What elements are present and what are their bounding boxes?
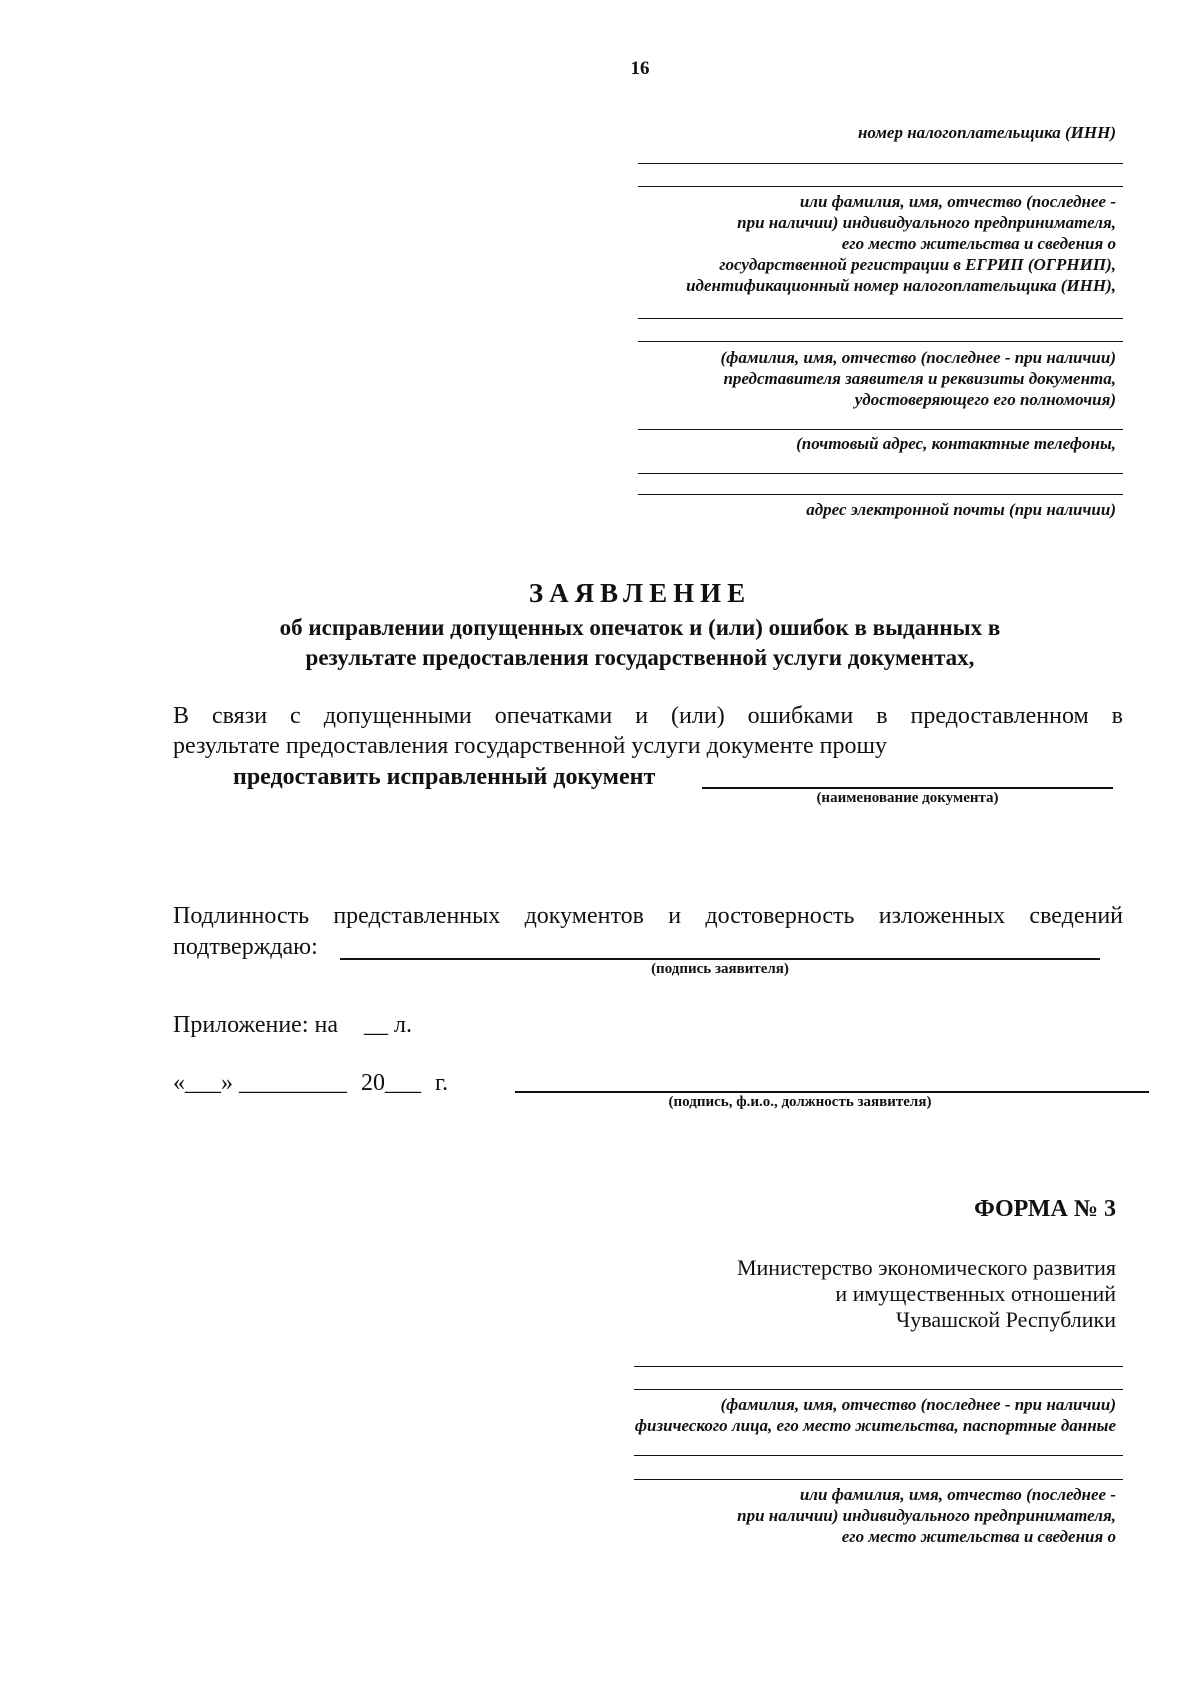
ip-field-line [634,1479,1123,1480]
caption-line: при наличии) индивидуального предпринимателя, [737,213,1116,232]
date-year-prefix: 20 [361,1070,385,1096]
ministry-block [737,1255,1116,1333]
form3-person-caption [635,1394,1116,1436]
caption-line: государственной регистрации в ЕГРИП (ОГРНИП), [719,255,1116,274]
date-line [173,1068,448,1098]
date-month-blank: _________ [239,1070,347,1096]
statement-subtitle: об исправлении допущенных опечаток и (или) ошибок в выданных в [279,615,1001,640]
caption-line: идентификационный номер налогоплательщика (ИНН), [686,276,1116,295]
caption-line: удостоверяющего его полномочия) [854,390,1116,409]
caption-line: его место жительства и сведения о [841,234,1116,253]
document-name-caption: (наименование документа) [816,790,999,806]
caption-line: представителя заявителя и реквизиты документа, [723,369,1116,388]
form3-heading: ФОРМА № 3 [974,1196,1116,1222]
caption-line: или фамилия, имя, отчество (последнее - [799,192,1116,211]
applicant-signature-line [340,958,1100,960]
statement-title: ЗАЯВЛЕНИЕ [528,578,752,608]
statement-body-line: В связи с допущенными опечатками и (или) ошибками в предоставленном в [173,703,1123,729]
representative-caption [721,347,1116,410]
date-close-quote: » [221,1070,233,1096]
appendix-suffix: л. [393,1012,412,1038]
applicant-field-line [638,186,1123,187]
statement-body-line: результате предоставления государственной услуги документе прошу [173,733,887,759]
ministry-line: и имущественных отношений [835,1281,1116,1306]
email-caption: адрес электронной почты (при наличии) [806,500,1116,519]
page-number: 16 [630,58,650,79]
email-field-line [638,494,1123,495]
postal-caption: (почтовый адрес, контактные телефоны, [796,434,1116,453]
appendix-blank: __ [363,1012,388,1038]
ip-caption [686,191,1116,296]
ministry-line: Чувашской Республики [895,1307,1116,1332]
postal-field-line [638,429,1123,430]
caption-line: при наличии) индивидуального предпринимателя, [737,1506,1116,1525]
date-year-blank: ___ [385,1070,421,1096]
applicant-field-line [638,163,1123,164]
form3-ip-caption [737,1484,1116,1547]
date-year-suffix: г. [435,1070,449,1096]
authenticity-line: подтверждаю: [173,934,318,960]
representative-field-line [638,318,1123,319]
caption-line: (фамилия, имя, отчество (последнее - при наличии) [720,1395,1116,1414]
appendix-line [173,1010,412,1040]
representative-field-line [638,341,1123,342]
caption-line: (фамилия, имя, отчество (последнее - при наличии) [720,348,1116,367]
applicant-signature-caption: (подпись заявителя) [651,961,789,977]
caption-line: его место жительства и сведения о [841,1527,1116,1546]
full-signature-caption: (подпись, ф.и.о., должность заявителя) [668,1094,932,1110]
authenticity-line: Подлинность представленных документов и достоверность изложенных сведений [173,903,1123,929]
date-day-blank: ___ [185,1070,221,1096]
person-field-line [634,1389,1123,1390]
person-field-line [634,1366,1123,1367]
ip-field-line [634,1455,1123,1456]
document-name-line [702,787,1113,789]
caption-line: физического лица, его место жительства, паспортные данные [634,1416,1116,1435]
statement-subtitle: результате предоставления государственной услуги документах, [305,645,975,670]
ministry-line: Министерство экономического развития [736,1255,1116,1280]
appendix-prefix: Приложение: на [173,1012,338,1038]
full-signature-line [515,1091,1149,1093]
date-open-quote: « [173,1070,185,1096]
email-field-line [638,473,1123,474]
request-text: предоставить исправленный документ [233,764,656,790]
inn-caption: номер налогоплательщика (ИНН) [857,123,1116,142]
caption-line: или фамилия, имя, отчество (последнее - [799,1485,1116,1504]
